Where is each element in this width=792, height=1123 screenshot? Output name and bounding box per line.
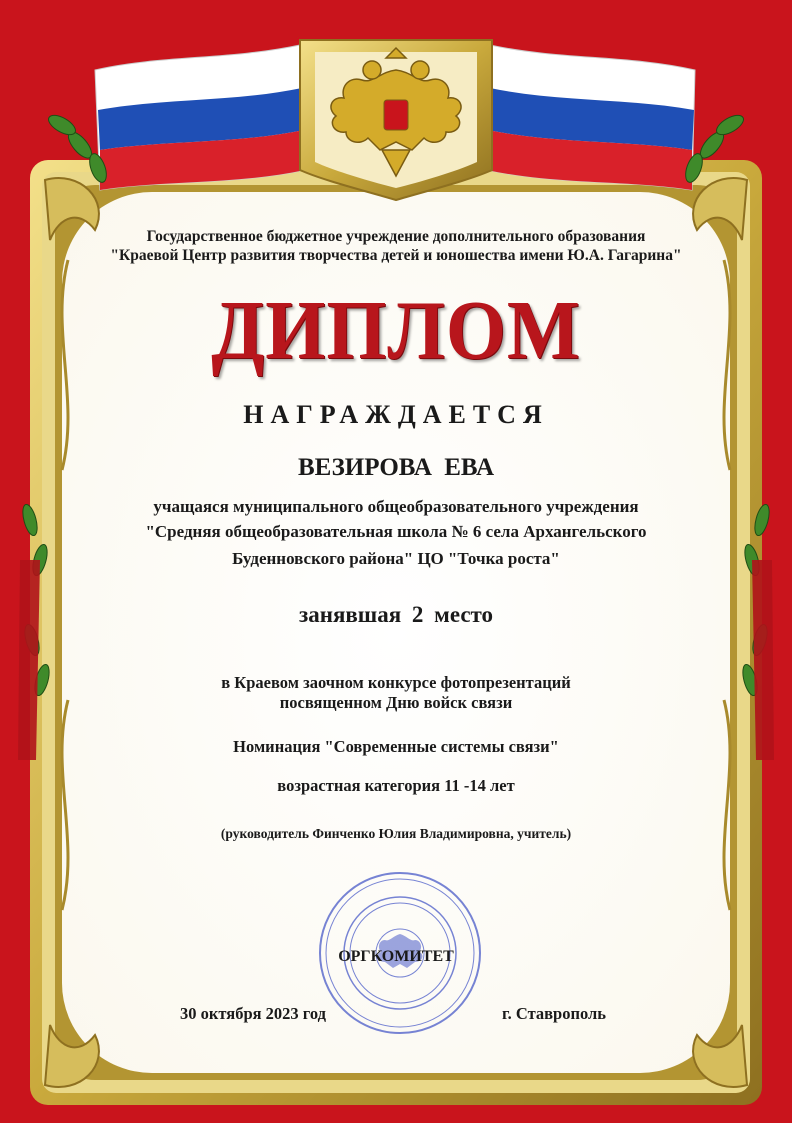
recipient-name: ВЕЗИРОВА ЕВА (297, 454, 495, 481)
diploma-title: ДИПЛОМ (211, 284, 581, 377)
issue-date: 30 октября 2023 год (180, 1004, 327, 1023)
committee-label: ОРГКОМИТЕТ (338, 948, 454, 965)
awarded-label: НАГРАЖДАЕТСЯ (243, 400, 549, 429)
age-category: возрастная категория 11 -14 лет (277, 776, 515, 795)
contest-line-2: посвященном Дню войск связи (279, 693, 513, 712)
contest-line-1: в Краевом заочном конкурсе фотопрезентаций (221, 673, 571, 692)
description-line-1: учащаяся муниципального общеобразовательного учреждения (153, 497, 639, 516)
nomination: Номинация "Современные системы связи" (233, 737, 559, 756)
description-line-3: Буденновского района" ЦО "Точка роста" (232, 549, 560, 568)
issue-city: г. Ставрополь (502, 1004, 606, 1023)
place-text: занявшая 2 место (298, 602, 494, 627)
organization-line-1: Государственное бюджетное учреждение дополнительного образования (146, 228, 646, 245)
description-line-2: "Средняя общеобразовательная школа № 6 села Архангельского (145, 522, 647, 541)
leader-line: (руководитель Финченко Юлия Владимировна, учитель) (220, 826, 572, 841)
organization-line-2: "Краевой Центр развития творчества детей и юношества имени Ю.А. Гагарина" (110, 247, 682, 264)
